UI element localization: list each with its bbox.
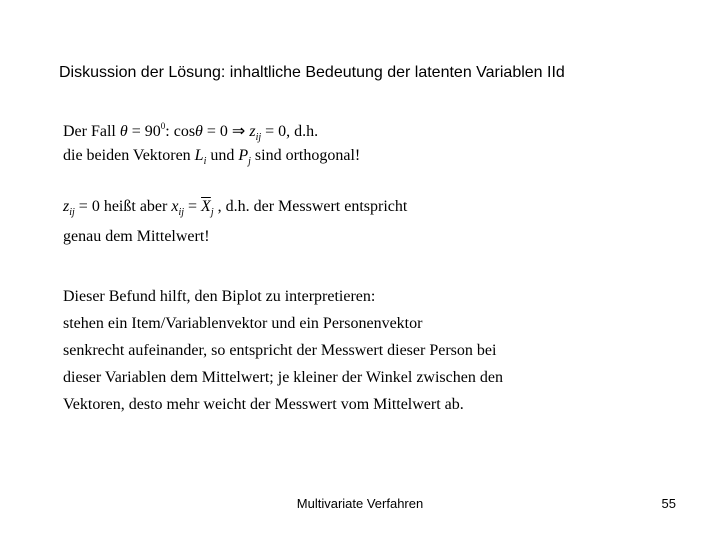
text-fragment: und xyxy=(206,147,239,164)
text-fragment: = 90 xyxy=(127,123,161,140)
page-number: 55 xyxy=(661,496,676,511)
text-fragment: = 0 ⇒ xyxy=(202,123,250,140)
z-variable: z xyxy=(249,123,256,140)
formula-line-2 xyxy=(63,146,360,172)
paragraph-line-2: stehen ein Item/Variablenvektor und ein Personenvektor xyxy=(63,315,423,332)
paragraph-line-5: Vektoren, desto mehr weicht der Messwert vom Mittelwert ab. xyxy=(63,396,464,413)
theta-symbol: θ xyxy=(195,123,203,140)
slide-title: Diskussion der Lösung: inhaltliche Bedeutung der latenten Variablen IId xyxy=(59,64,565,81)
formula-line-3 xyxy=(63,197,407,223)
text-fragment: , d.h. der Messwert entspricht xyxy=(213,198,408,215)
L-subscript: i xyxy=(203,156,207,167)
text-fragment: Der Fall xyxy=(63,123,120,140)
text-fragment: = 0 heißt aber xyxy=(74,198,172,215)
paragraph-line-1: Dieser Befund hilft, den Biplot zu interpretieren: xyxy=(63,288,376,305)
P-subscript: j xyxy=(248,156,251,167)
z-variable: z xyxy=(63,198,70,215)
paragraph-line-3: senkrecht aufeinander, so entspricht der Messwert dieser Person bei xyxy=(63,342,497,359)
text-fragment: die beiden Vektoren xyxy=(63,147,195,164)
formula-line-1 xyxy=(63,116,318,148)
text-fragment: = xyxy=(184,198,202,215)
degree-superscript: 0 xyxy=(160,121,166,131)
x-variable: x xyxy=(171,198,179,215)
text-fragment: sind orthogonal! xyxy=(250,147,361,164)
z-subscript: ij xyxy=(69,207,75,218)
P-variable: P xyxy=(238,147,249,164)
z-subscript: ij xyxy=(255,132,262,143)
text-fragment: : cos xyxy=(165,123,196,140)
text-fragment: = 0, d.h. xyxy=(261,123,319,140)
x-subscript: ij xyxy=(178,207,185,218)
x-bar-mean: $\overline{X}$ xyxy=(201,198,211,215)
footer-course: Multivariate Verfahren xyxy=(296,496,424,511)
x-bar-subscript: j xyxy=(210,207,214,218)
paragraph-line-4: dieser Variablen dem Mittelwert; je kleiner der Winkel zwischen den xyxy=(63,369,503,386)
formula-line-4: genau dem Mittelwert! xyxy=(63,228,210,245)
L-variable: L xyxy=(194,147,204,164)
theta-symbol: θ xyxy=(119,123,128,140)
